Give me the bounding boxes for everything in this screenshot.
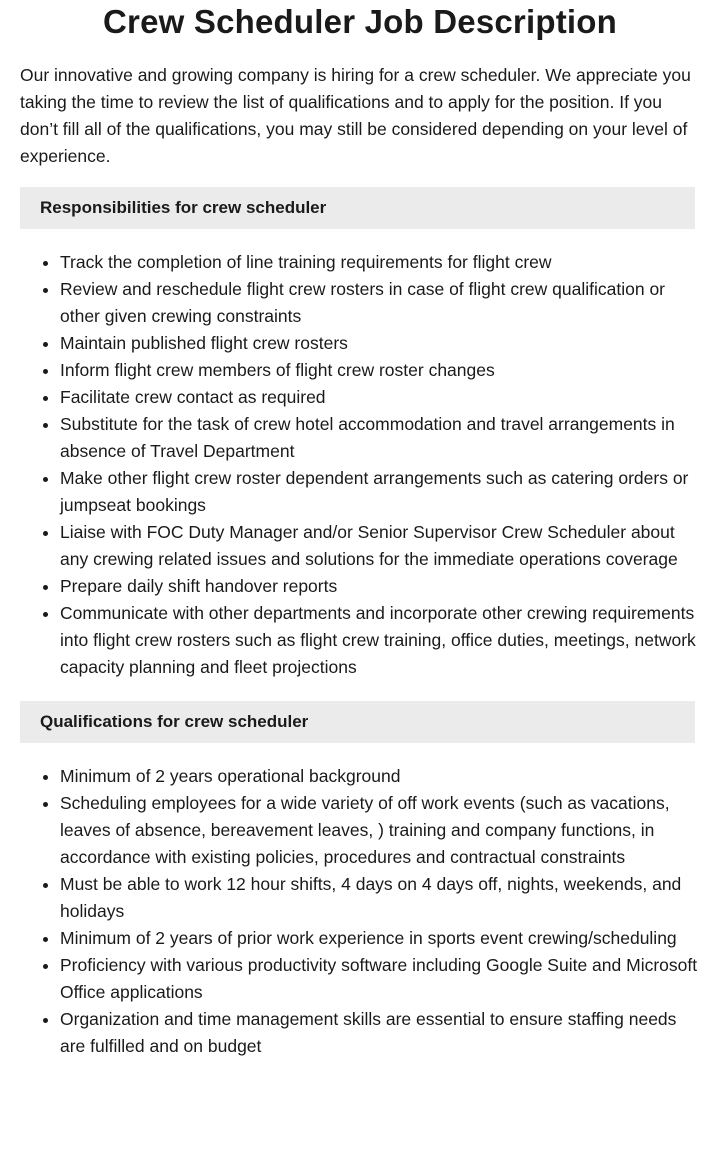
qualifications-list (20, 763, 700, 1060)
responsibilities-list (20, 249, 700, 681)
intro-paragraph: Our innovative and growing company is hiring for a crew scheduler. We appreciate you taking the time to review the list of qualifications and to apply for the position. If you don’t fill all of the qualifications, you may still be considered depending on your level of experience. (20, 65, 691, 166)
list-item: • Prepare daily shift handover reports (60, 573, 700, 600)
list-item: • Scheduling employees for a wide variety of off work events (such as vacations, leaves of absence, bereavement leaves, ) training and company functions, in accordance with existing policies, procedures and contractual constraints (60, 790, 700, 871)
list-item: • Communicate with other departments and incorporate other crewing requirements into flight crew rosters such as flight crew training, office duties, meetings, network capacity planning and fleet projections (60, 600, 700, 681)
list-item: • Proficiency with various productivity software including Google Suite and Microsoft Office applications (60, 952, 700, 1006)
list-item: • Review and reschedule flight crew rosters in case of flight crew qualification or other given crewing constraints (60, 276, 700, 330)
list-item: • Make other flight crew roster dependent arrangements such as catering orders or jumpseat bookings (60, 465, 700, 519)
responsibilities-heading: Responsibilities for crew scheduler (20, 187, 695, 229)
list-item: • Minimum of 2 years of prior work experience in sports event crewing/scheduling (60, 925, 700, 952)
list-item: • Minimum of 2 years operational background (60, 763, 700, 790)
list-item: • Liaise with FOC Duty Manager and/or Senior Supervisor Crew Scheduler about any crewing related issues and solutions for the immediate operations coverage (60, 519, 700, 573)
list-item: • Must be able to work 12 hour shifts, 4 days on 4 days off, nights, weekends, and holidays (60, 871, 700, 925)
list-item: • Maintain published flight crew rosters (60, 330, 700, 357)
list-item: • Substitute for the task of crew hotel accommodation and travel arrangements in absence of Travel Department (60, 411, 700, 465)
list-item: • Inform flight crew members of flight crew roster changes (60, 357, 700, 384)
qualifications-heading: Qualifications for crew scheduler (20, 701, 695, 743)
list-item: • Facilitate crew contact as required (60, 384, 700, 411)
page-title: Crew Scheduler Job Description (103, 3, 617, 40)
list-item: • Track the completion of line training requirements for flight crew (60, 249, 700, 276)
list-item: • Organization and time management skills are essential to ensure staffing needs are fulfilled and on budget (60, 1006, 700, 1060)
